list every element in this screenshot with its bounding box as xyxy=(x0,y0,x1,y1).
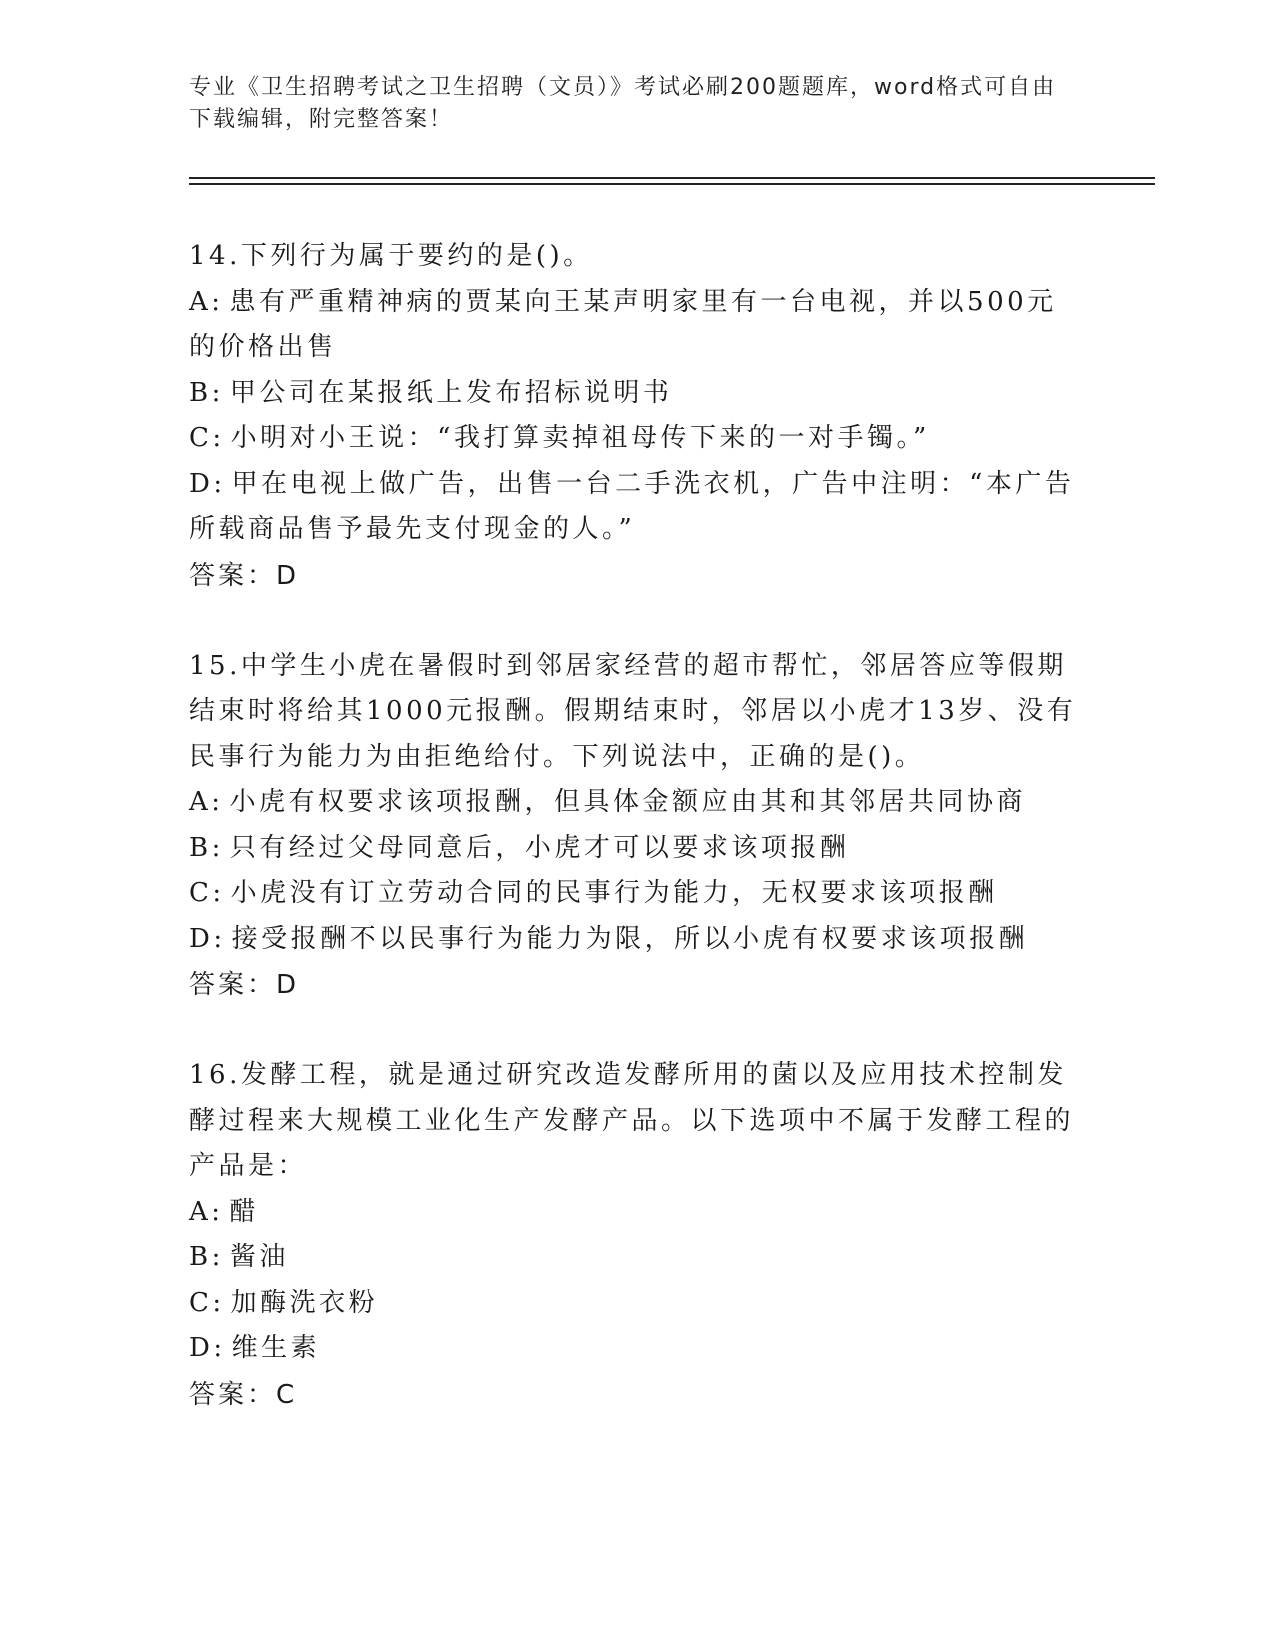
question-stem: 14.下列行为属于要约的是()。 xyxy=(189,241,593,271)
header-divider-bottom xyxy=(189,183,1155,185)
option-b xyxy=(189,1235,1079,1281)
option-letter: A: xyxy=(189,286,224,317)
header-divider-top xyxy=(189,177,1155,179)
option-a xyxy=(189,280,1079,371)
option-text: 小明对小王说：“我打算卖掉祖母传下来的一对手镯。” xyxy=(230,423,930,453)
option-text: 加酶洗衣粉 xyxy=(230,1287,379,1318)
option-letter: B: xyxy=(189,377,224,408)
option-c xyxy=(189,871,1079,917)
document-header: 专业《卫生招聘考试之卫生招聘（文员）》考试必刷200题题库，word格式可自由下载编辑，附完整答案！ xyxy=(189,75,1057,132)
option-text: 小虎有权要求该项报酬，但具体金额应由其和其邻居共同协商 xyxy=(229,787,1027,817)
question-stem: 16.发酵工程，就是通过研究改造发酵所用的菌以及应用技术控制发酵过程来大规模工业化生产发酵产品。以下选项中不属于发酵工程的产品是： xyxy=(189,1060,1075,1181)
option-a xyxy=(189,1190,1079,1236)
option-letter: B: xyxy=(189,832,224,863)
question-stem: 15.中学生小虎在暑假时到邻居家经营的超市帮忙，邻居答应等假期结束时将给其1000元报酬。假期结束时，邻居以小虎才13岁、没有民事行为能力为由拒绝给付。下列说法中，正确的是()。 xyxy=(189,650,1077,772)
option-letter: A: xyxy=(189,787,224,817)
option-letter: C: xyxy=(189,423,225,453)
option-b xyxy=(189,826,1079,872)
option-d xyxy=(189,462,1079,553)
question-list xyxy=(189,234,1079,1463)
answer-line: 答案：D xyxy=(189,970,300,1000)
option-letter: A: xyxy=(189,1196,224,1227)
option-letter: D: xyxy=(189,923,226,954)
option-c xyxy=(189,1281,1079,1327)
option-letter: D: xyxy=(189,1333,226,1363)
option-text: 只有经过父母同意后，小虎才可以要求该项报酬 xyxy=(229,832,850,863)
option-text: 甲公司在某报纸上发布招标说明书 xyxy=(229,377,673,408)
option-a xyxy=(189,780,1079,826)
option-c xyxy=(189,416,1079,462)
option-b xyxy=(189,371,1079,417)
option-text: 患有严重精神病的贾某向王某声明家里有一台电视，并以500元的价格出售 xyxy=(189,286,1057,362)
option-text: 酱油 xyxy=(229,1242,289,1272)
option-text: 接受报酬不以民事行为能力为限，所以小虎有权要求该项报酬 xyxy=(231,923,1029,954)
question-15 xyxy=(189,644,1079,1009)
question-16 xyxy=(189,1053,1079,1418)
option-letter: C: xyxy=(189,1287,225,1318)
option-text: 小虎没有订立劳动合同的民事行为能力，无权要求该项报酬 xyxy=(230,878,998,908)
option-letter: D: xyxy=(189,468,226,499)
option-text: 维生素 xyxy=(231,1333,321,1363)
option-d xyxy=(189,1326,1079,1372)
question-14 xyxy=(189,234,1079,599)
option-letter: C: xyxy=(189,878,225,908)
answer-line: 答案：D xyxy=(189,560,300,591)
option-letter: B: xyxy=(189,1242,224,1272)
answer-line: 答案：C xyxy=(189,1379,298,1410)
option-text: 醋 xyxy=(229,1196,260,1227)
option-d xyxy=(189,917,1079,963)
option-text: 甲在电视上做广告，出售一台二手洗衣机，广告中注明：“本广告所载商品售予最先支付现金的人。” xyxy=(189,468,1075,544)
